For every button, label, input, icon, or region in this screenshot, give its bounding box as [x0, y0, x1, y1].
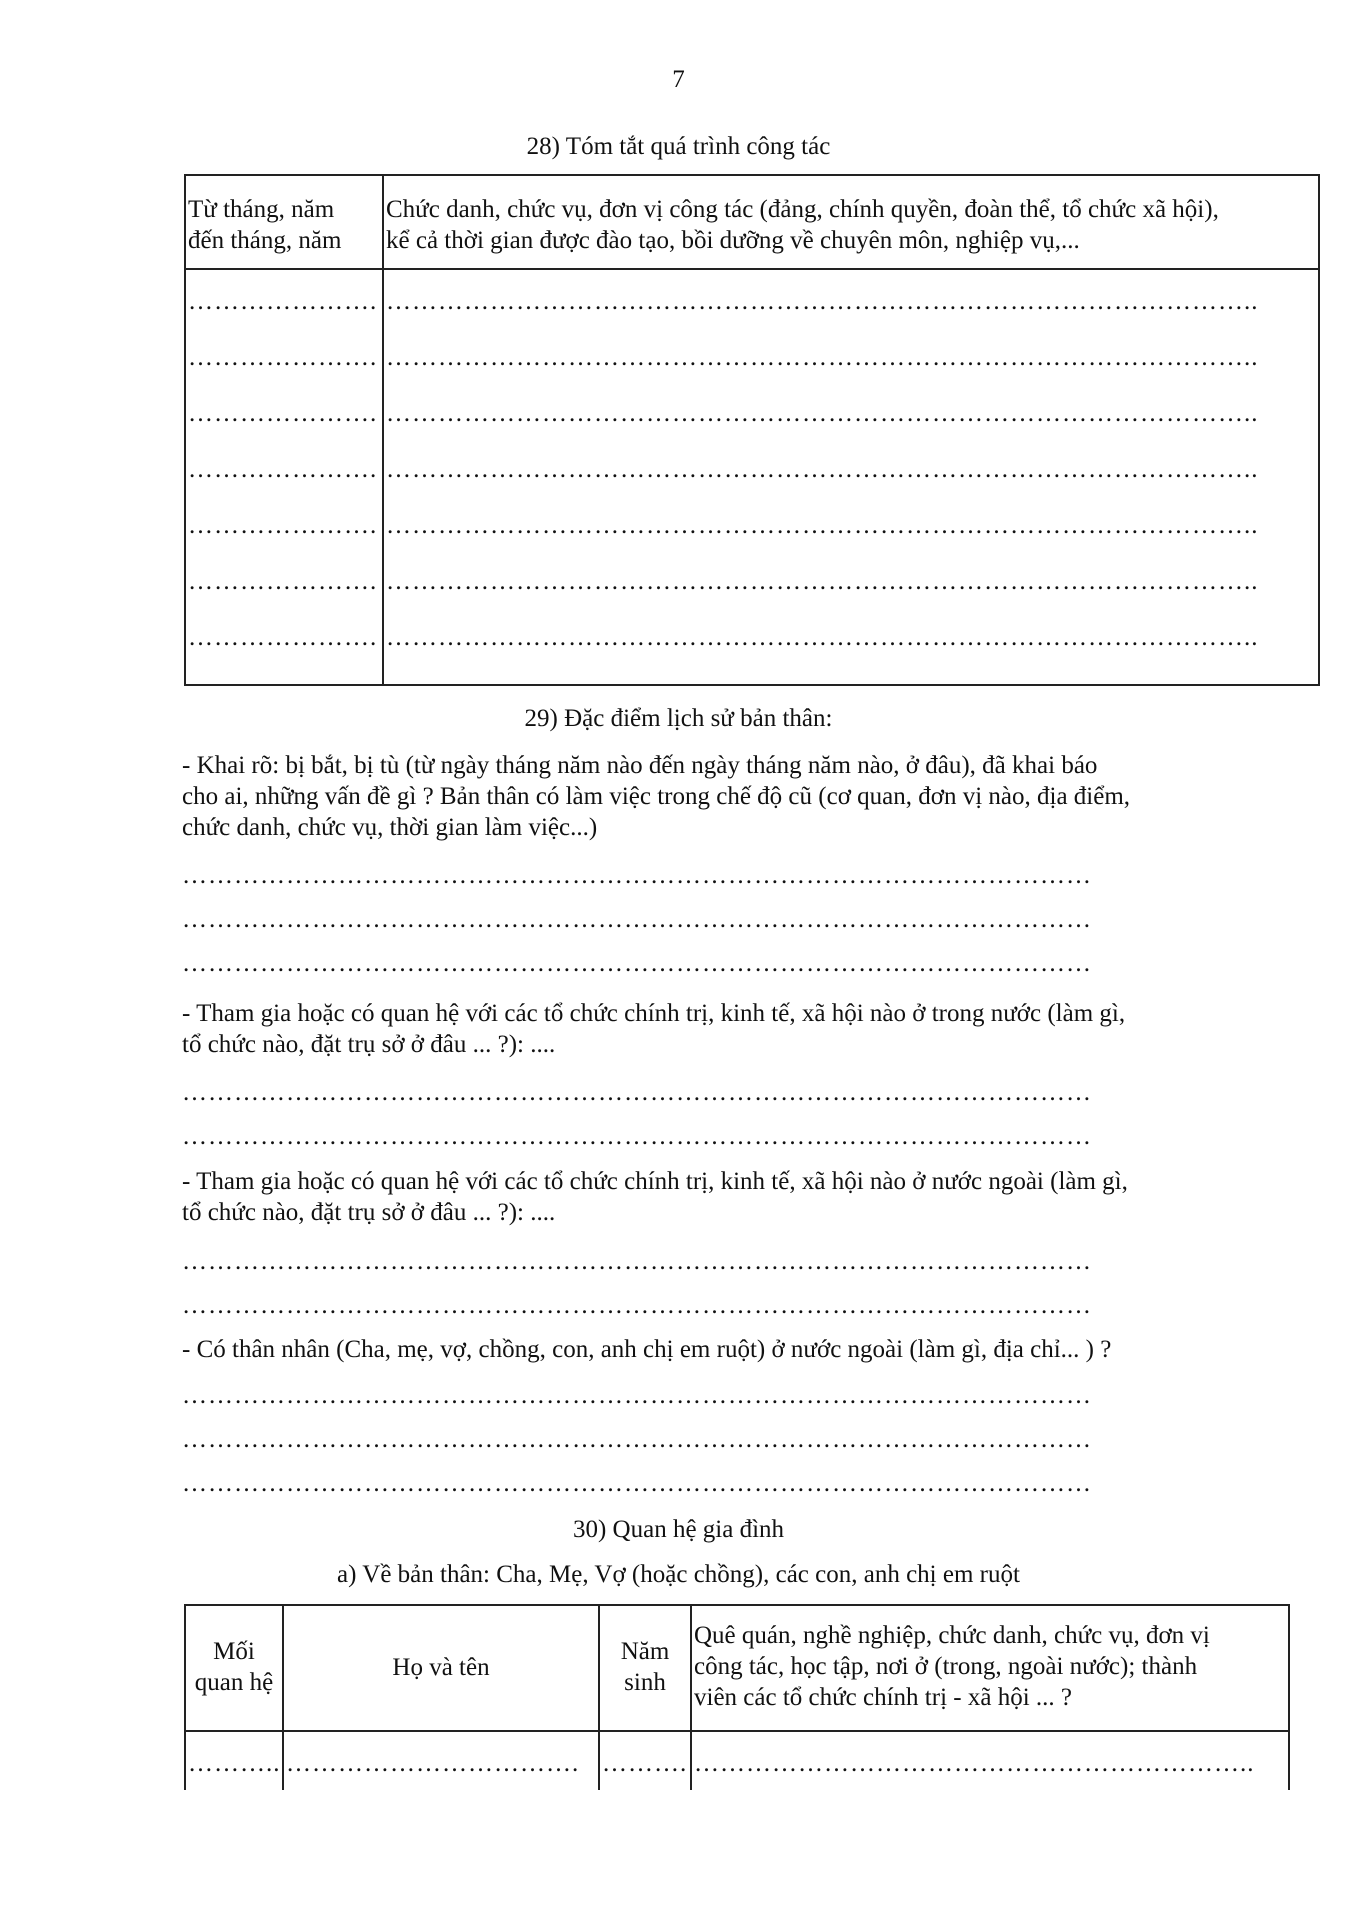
- work-history-table: [184, 174, 1320, 686]
- column-header-details: [694, 1620, 1288, 1713]
- answer-line[interactable]: ……………………………………………………………………………………………: [182, 862, 1092, 889]
- table-column-divider: [282, 1606, 284, 1790]
- answer-line[interactable]: ……………………………………………………………………………………………: [182, 950, 1092, 977]
- column-header-period: [188, 194, 378, 256]
- table-header-divider: [186, 1730, 1288, 1732]
- item-2-line: - Tham gia hoặc có quan hệ với các tổ chức chính trị, kinh tế, xã hội nào ở trong nước (làm gì,: [182, 1000, 1126, 1027]
- position-field[interactable]: ………………………………………………………………………………………..: [386, 288, 1259, 315]
- table-row[interactable]: [186, 566, 1318, 597]
- item-3-text: [182, 1166, 1242, 1228]
- details-field[interactable]: ………………………………………………………..: [694, 1750, 1255, 1777]
- column-header-birth-year-line1: Năm: [620, 1638, 670, 1665]
- item-3-line: tổ chức nào, đặt trụ sở ở đâu ... ?): ....: [182, 1199, 556, 1226]
- position-field[interactable]: ………………………………………………………………………………………..: [386, 568, 1259, 595]
- item-1-line: - Khai rõ: bị bắt, bị tù (từ ngày tháng năm nào đến ngày tháng năm nào, ở đâu), đã khai báo: [182, 752, 1098, 779]
- period-field[interactable]: ………………….: [188, 288, 378, 315]
- position-field[interactable]: ………………………………………………………………………………………..: [386, 456, 1259, 483]
- period-field[interactable]: ………………….: [188, 344, 378, 371]
- column-header-birth-year-line2: sinh: [624, 1669, 666, 1696]
- column-header-position-line2: kể cả thời gian được đào tạo, bồi dưỡng về chuyên môn, nghiệp vụ,...: [386, 227, 1080, 254]
- item-3-line: - Tham gia hoặc có quan hệ với các tổ chức chính trị, kinh tế, xã hội nào ở nước ngoài (làm gì,: [182, 1168, 1128, 1195]
- answer-line[interactable]: ……………………………………………………………………………………………: [182, 1123, 1092, 1150]
- relationship-field[interactable]: ………..: [188, 1750, 280, 1777]
- section-30-subtitle: a) Về bản thân: Cha, Mẹ, Vợ (hoặc chồng), các con, anh chị em ruột: [337, 1561, 1020, 1588]
- answer-line[interactable]: ……………………………………………………………………………………………: [182, 1382, 1092, 1409]
- birth-year-field[interactable]: ……….: [602, 1750, 688, 1777]
- page-number: 7: [672, 66, 685, 93]
- answer-line[interactable]: ……………………………………………………………………………………………: [182, 1079, 1092, 1106]
- column-header-relationship-line2: quan hệ: [194, 1669, 274, 1696]
- answer-line[interactable]: ……………………………………………………………………………………………: [182, 1292, 1092, 1319]
- position-field[interactable]: ………………………………………………………………………………………..: [386, 512, 1259, 539]
- table-row[interactable]: [186, 286, 1318, 317]
- position-field[interactable]: ………………………………………………………………………………………..: [386, 400, 1259, 427]
- period-field[interactable]: ………………….: [188, 624, 378, 651]
- column-header-relationship: [186, 1636, 282, 1698]
- full-name-field[interactable]: …………………………….: [286, 1750, 580, 1777]
- column-header-period-line2: đến tháng, năm: [188, 227, 342, 254]
- item-2-line: tổ chức nào, đặt trụ sở ở đâu ... ?): ....: [182, 1031, 556, 1058]
- table-row[interactable]: [186, 342, 1318, 373]
- table-row[interactable]: [186, 454, 1318, 485]
- position-field[interactable]: ………………………………………………………………………………………..: [386, 624, 1259, 651]
- section-29-title: 29) Đặc điểm lịch sử bản thân:: [524, 705, 833, 732]
- column-header-position: [386, 194, 1316, 256]
- column-header-birth-year: [600, 1636, 690, 1698]
- table-row[interactable]: [186, 510, 1318, 541]
- item-1-line: cho ai, những vấn đề gì ? Bản thân có làm việc trong chế độ cũ (cơ quan, đơn vị nào, địa điểm,: [182, 783, 1131, 810]
- answer-line[interactable]: ……………………………………………………………………………………………: [182, 1470, 1092, 1497]
- section-30-title: 30) Quan hệ gia đình: [572, 1516, 785, 1543]
- answer-line[interactable]: ……………………………………………………………………………………………: [182, 1248, 1092, 1275]
- column-header-relationship-line1: Mối: [213, 1638, 255, 1665]
- section-28-title: 28) Tóm tắt quá trình công tác: [526, 133, 831, 160]
- table-row[interactable]: [186, 398, 1318, 429]
- table-column-divider: [598, 1606, 600, 1790]
- table-column-divider: [690, 1606, 692, 1790]
- item-1-line: chức danh, chức vụ, thời gian làm việc...): [182, 814, 598, 841]
- item-4-text: - Có thân nhân (Cha, mẹ, vợ, chồng, con, anh chị em ruột) ở nước ngoài (làm gì, địa chỉ... ) ?: [182, 1336, 1112, 1363]
- answer-line[interactable]: ……………………………………………………………………………………………: [182, 1426, 1092, 1453]
- position-field[interactable]: ………………………………………………………………………………………..: [386, 344, 1259, 371]
- column-header-full-name: Họ và tên: [392, 1654, 490, 1681]
- item-1-text: [182, 750, 1242, 843]
- period-field[interactable]: ………………….: [188, 456, 378, 483]
- table-row[interactable]: [186, 622, 1318, 653]
- column-header-period-line1: Từ tháng, năm: [188, 196, 335, 223]
- column-header-details-line3: viên các tổ chức chính trị - xã hội ... ?: [694, 1684, 1072, 1711]
- period-field[interactable]: ………………….: [188, 512, 378, 539]
- period-field[interactable]: ………………….: [188, 400, 378, 427]
- column-header-details-line1: Quê quán, nghề nghiệp, chức danh, chức vụ, đơn vị: [694, 1622, 1210, 1649]
- table-header-divider: [186, 268, 1318, 270]
- table-column-divider: [382, 176, 384, 684]
- period-field[interactable]: ………………….: [188, 568, 378, 595]
- answer-line[interactable]: ……………………………………………………………………………………………: [182, 906, 1092, 933]
- column-header-details-line2: công tác, học tập, nơi ở (trong, ngoài nước); thành: [694, 1653, 1198, 1680]
- family-relations-table: [184, 1604, 1290, 1790]
- item-2-text: [182, 998, 1242, 1060]
- column-header-position-line1: Chức danh, chức vụ, đơn vị công tác (đảng, chính quyền, đoàn thể, tổ chức xã hội),: [386, 196, 1219, 223]
